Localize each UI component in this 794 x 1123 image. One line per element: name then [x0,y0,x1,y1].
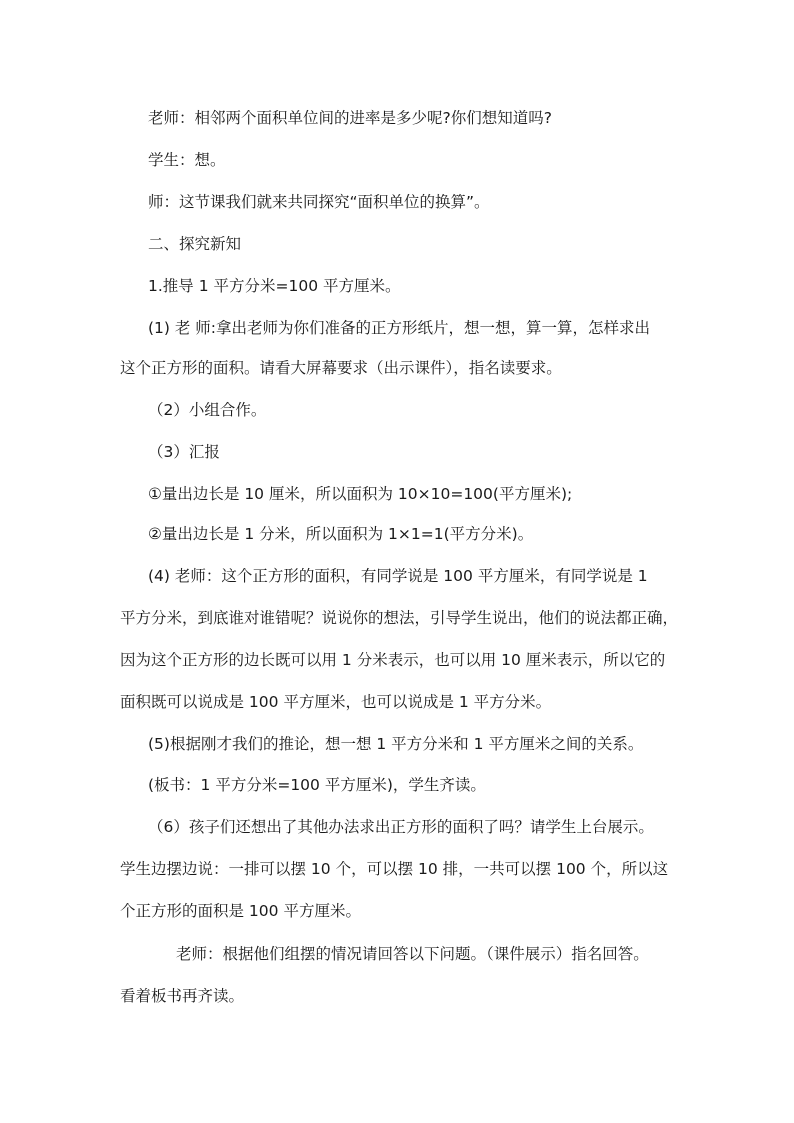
dialogue-teacher-intro: 师：这节课我们就来共同探究“面积单位的换算”。 [148,193,490,211]
paragraph-line: 面积既可以说成是 100 平方厘米，也可以说成是 1 平方分米。 [120,693,552,711]
paragraph-line: 因为这个正方形的边长既可以用 1 分米表示，也可以用 10 厘米表示，所以它的 [120,651,666,669]
paragraph-line: 个正方形的面积是 100 平方厘米。 [120,902,361,920]
dialogue-student-answer: 学生：想。 [148,151,226,169]
list-item: ②量出边长是 1 分米，所以面积为 1×1=1(平方分米)。 [148,525,534,543]
paragraph-line: 这个正方形的面积。请看大屏幕要求（出示课件），指名读要求。 [120,359,562,377]
dialogue-teacher-question: 老师：相邻两个面积单位间的进率是多少呢?你们想知道吗? [148,109,552,127]
paragraph-line: 看着板书再齐读。 [120,987,245,1005]
subsection-heading: 1.推导 1 平方分米=100 平方厘米。 [148,277,401,295]
list-item: （2）小组合作。 [148,401,267,419]
paragraph-line: 学生边摆边说：一排可以摆 10 个，可以摆 10 排，一共可以摆 100 个，所以这 [120,860,669,878]
paragraph-line: 老师：根据他们组摆的情况请回答以下问题。（课件展示）指名回答。 [176,945,649,963]
paragraph-line: 平方分米，到底谁对谁错呢？说说你的想法，引导学生说出，他们的说法都正确， [120,609,679,627]
list-item: （3）汇报 [148,443,220,461]
paragraph-line: (4) 老师：这个正方形的面积，有同学说是 100 平方厘米，有同学说是 1 [148,567,648,585]
section-heading: 二、探究新知 [148,235,242,253]
paragraph-line: (5)根据刚才我们的推论，想一想 1 平方分米和 1 平方厘米之间的关系。 [148,735,644,753]
list-item: ①量出边长是 10 厘米，所以面积为 10×10=100(平方厘米); [148,485,573,503]
paragraph-line: (1) 老 师:拿出老师为你们准备的正方形纸片，想一想，算一算，怎样求出 [148,319,651,337]
paragraph-line: (板书：1 平方分米=100 平方厘米)，学生齐读。 [148,776,486,794]
paragraph-line: （6）孩子们还想出了其他办法求出正方形的面积了吗？请学生上台展示。 [148,818,654,836]
